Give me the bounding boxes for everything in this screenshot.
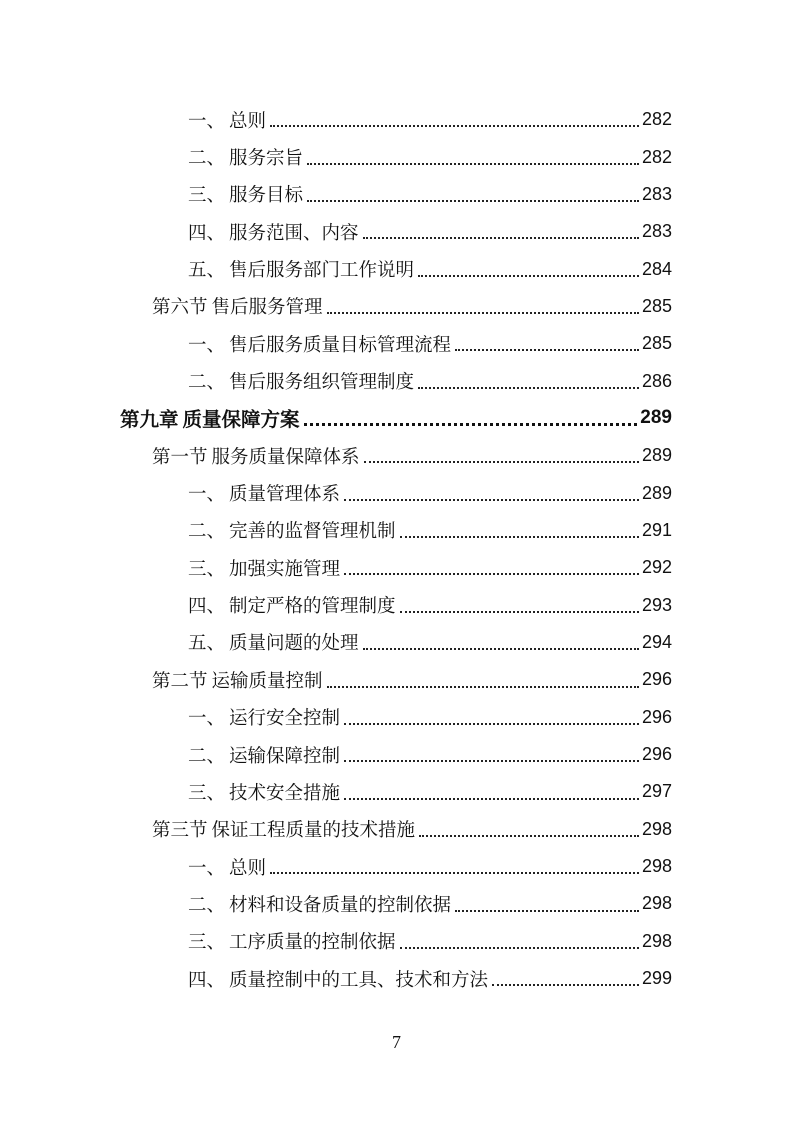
toc-entry-title <box>188 592 396 618</box>
toc-entry-number: 一、 <box>188 334 226 356</box>
page-number: 7 <box>392 1032 401 1052</box>
toc-item-row[interactable] <box>0 885 793 922</box>
dot-leader <box>364 461 639 463</box>
toc-entry-text: 质量控制中的工具、技术和方法 <box>229 969 489 991</box>
toc-item-row[interactable] <box>0 960 793 997</box>
toc-page-number: 283 <box>641 183 672 204</box>
toc-entry-number: 二、 <box>188 894 226 916</box>
dot-leader <box>344 798 639 800</box>
toc-entry-title <box>188 966 488 992</box>
toc-item-row[interactable] <box>0 362 793 399</box>
toc-entry-number: 三、 <box>188 932 226 954</box>
toc-entry-text: 服务范围、内容 <box>229 222 359 244</box>
toc-section-row[interactable] <box>0 811 793 848</box>
toc-page-number: 296 <box>641 706 672 727</box>
toc-page-number: 292 <box>641 557 672 578</box>
dot-leader <box>363 648 639 650</box>
toc-section-row[interactable] <box>0 288 793 325</box>
toc-item-row[interactable] <box>0 923 793 960</box>
toc-entry-text: 服务质量保障体系 <box>211 446 360 468</box>
toc-page-number: 289 <box>641 482 672 503</box>
toc-entry-text: 总则 <box>229 857 267 879</box>
dot-leader <box>327 312 639 314</box>
toc-entry-text: 服务宗旨 <box>229 148 304 170</box>
toc-entry-number: 二、 <box>188 148 226 170</box>
toc-entry-number: 第三节 <box>152 820 208 842</box>
toc-page-number: 289 <box>640 407 672 429</box>
dot-leader <box>344 723 639 725</box>
dot-leader <box>455 910 639 912</box>
toc-entry-number: 五、 <box>188 633 226 655</box>
toc-page-number: 285 <box>641 333 672 354</box>
toc-entry-text: 完善的监督管理机制 <box>229 521 396 543</box>
toc-entry-number: 四、 <box>188 222 226 244</box>
toc-entry-title <box>188 480 340 506</box>
toc-page-number: 291 <box>641 519 672 540</box>
toc-entry-text: 技术安全措施 <box>229 782 341 804</box>
toc-entry-title <box>188 555 340 581</box>
dot-leader <box>418 275 639 277</box>
toc-entry-number: 第九章 <box>120 408 179 432</box>
dot-leader <box>344 760 639 762</box>
dot-leader <box>363 237 639 239</box>
dot-leader <box>307 163 639 165</box>
toc-item-row[interactable] <box>0 773 793 810</box>
toc-entry-number: 三、 <box>188 558 226 580</box>
toc-page-number: 298 <box>641 893 672 914</box>
toc-item-row[interactable] <box>0 474 793 511</box>
dot-leader <box>344 499 639 501</box>
toc-entry-title <box>188 181 303 207</box>
toc-item-row[interactable] <box>0 586 793 623</box>
toc-page-number: 282 <box>641 146 672 167</box>
dot-leader <box>270 125 639 127</box>
toc-entry-text: 质量保障方案 <box>182 408 300 432</box>
toc-page-number: 297 <box>641 781 672 802</box>
toc-item-row[interactable] <box>0 549 793 586</box>
toc-entry-number: 三、 <box>188 782 226 804</box>
dot-leader <box>419 835 639 837</box>
toc-item-row[interactable] <box>0 736 793 773</box>
toc-entry-number: 一、 <box>188 708 226 730</box>
dot-leader <box>418 387 639 389</box>
toc-entry-text: 服务目标 <box>229 185 304 207</box>
toc-item-row[interactable] <box>0 624 793 661</box>
toc-entry-number: 第一节 <box>152 446 208 468</box>
toc-entry-number: 一、 <box>188 484 226 506</box>
toc-section-row[interactable] <box>0 437 793 474</box>
toc-entry-text: 质量问题的处理 <box>229 633 359 655</box>
toc-entry-title <box>152 293 323 319</box>
toc-item-row[interactable] <box>0 176 793 213</box>
toc-entry-text: 售后服务管理 <box>211 297 323 319</box>
toc-page-number: 282 <box>641 109 672 130</box>
toc-entry-title <box>188 928 396 954</box>
dot-leader <box>400 947 639 949</box>
toc-entry-number: 四、 <box>188 969 226 991</box>
toc-entry-text: 加强实施管理 <box>229 558 341 580</box>
toc-entry-number: 四、 <box>188 596 226 618</box>
toc-entry-number: 第二节 <box>152 670 208 692</box>
toc-item-row[interactable] <box>0 325 793 362</box>
toc-page-number: 296 <box>641 669 672 690</box>
toc-entry-number: 三、 <box>188 185 226 207</box>
toc-entry-title <box>188 107 266 133</box>
toc-entry-title <box>152 667 323 693</box>
toc-page-number: 298 <box>641 818 672 839</box>
toc-item-row[interactable] <box>0 138 793 175</box>
toc-chapter-row[interactable] <box>0 400 793 437</box>
toc-entry-text: 售后服务部门工作说明 <box>229 260 415 282</box>
toc-entry-title <box>188 517 396 543</box>
toc-entry-number: 五、 <box>188 260 226 282</box>
toc-entry-text: 制定严格的管理制度 <box>229 596 396 618</box>
toc-entry-number: 二、 <box>188 521 226 543</box>
toc-page-number: 293 <box>641 594 672 615</box>
toc-entry-text: 总则 <box>229 110 267 132</box>
toc-item-row[interactable] <box>0 213 793 250</box>
toc-page-number: 285 <box>641 295 672 316</box>
dot-leader <box>492 984 639 986</box>
toc-entry-text: 运输保障控制 <box>229 745 341 767</box>
dot-leader <box>344 573 639 575</box>
toc-entry-number: 二、 <box>188 745 226 767</box>
toc-entry-title <box>152 443 360 469</box>
toc-entry-text: 售后服务质量目标管理流程 <box>229 334 452 356</box>
toc-entry-text: 售后服务组织管理制度 <box>229 372 415 394</box>
toc-section-row[interactable] <box>0 661 793 698</box>
toc-page-number: 299 <box>641 968 672 989</box>
dot-leader <box>455 349 639 351</box>
dot-leader <box>400 611 639 613</box>
toc-item-row[interactable] <box>0 699 793 736</box>
toc-page-number: 298 <box>641 930 672 951</box>
toc-entry-text: 材料和设备质量的控制依据 <box>229 894 452 916</box>
dot-leader <box>307 200 639 202</box>
table-of-contents <box>0 101 793 997</box>
toc-entry-title <box>188 891 451 917</box>
toc-entry-title <box>188 704 340 730</box>
toc-entry-text: 保证工程质量的技术措施 <box>211 820 416 842</box>
toc-entry-text: 运输质量控制 <box>211 670 323 692</box>
toc-entry-number: 第六节 <box>152 297 208 319</box>
dot-leader <box>270 872 639 874</box>
toc-item-row[interactable] <box>0 101 793 138</box>
toc-entry-text: 质量管理体系 <box>229 484 341 506</box>
toc-item-row[interactable] <box>0 512 793 549</box>
toc-entry-text: 运行安全控制 <box>229 708 341 730</box>
dot-leader <box>304 423 638 426</box>
toc-entry-title <box>152 816 415 842</box>
toc-entry-title <box>188 854 266 880</box>
toc-page-number: 286 <box>641 370 672 391</box>
toc-entry-title <box>188 219 359 245</box>
toc-page-number: 296 <box>641 744 672 765</box>
toc-entry-number: 二、 <box>188 372 226 394</box>
toc-item-row[interactable] <box>0 250 793 287</box>
toc-page-number: 289 <box>641 445 672 466</box>
toc-entry-title <box>188 331 451 357</box>
toc-entry-title <box>120 404 300 432</box>
toc-entry-title <box>188 779 340 805</box>
toc-entry-title <box>188 256 414 282</box>
dot-leader <box>327 686 639 688</box>
toc-page-number: 283 <box>641 221 672 242</box>
toc-entry-title <box>188 144 303 170</box>
dot-leader <box>400 536 639 538</box>
toc-entry-number: 一、 <box>188 857 226 879</box>
toc-entry-title <box>188 742 340 768</box>
toc-item-row[interactable] <box>0 848 793 885</box>
toc-entry-title <box>188 629 359 655</box>
toc-page-number: 294 <box>641 631 672 652</box>
toc-entry-number: 一、 <box>188 110 226 132</box>
toc-page-number: 298 <box>641 856 672 877</box>
toc-entry-text: 工序质量的控制依据 <box>229 932 396 954</box>
toc-page-number: 284 <box>641 258 672 279</box>
toc-entry-title <box>188 368 414 394</box>
